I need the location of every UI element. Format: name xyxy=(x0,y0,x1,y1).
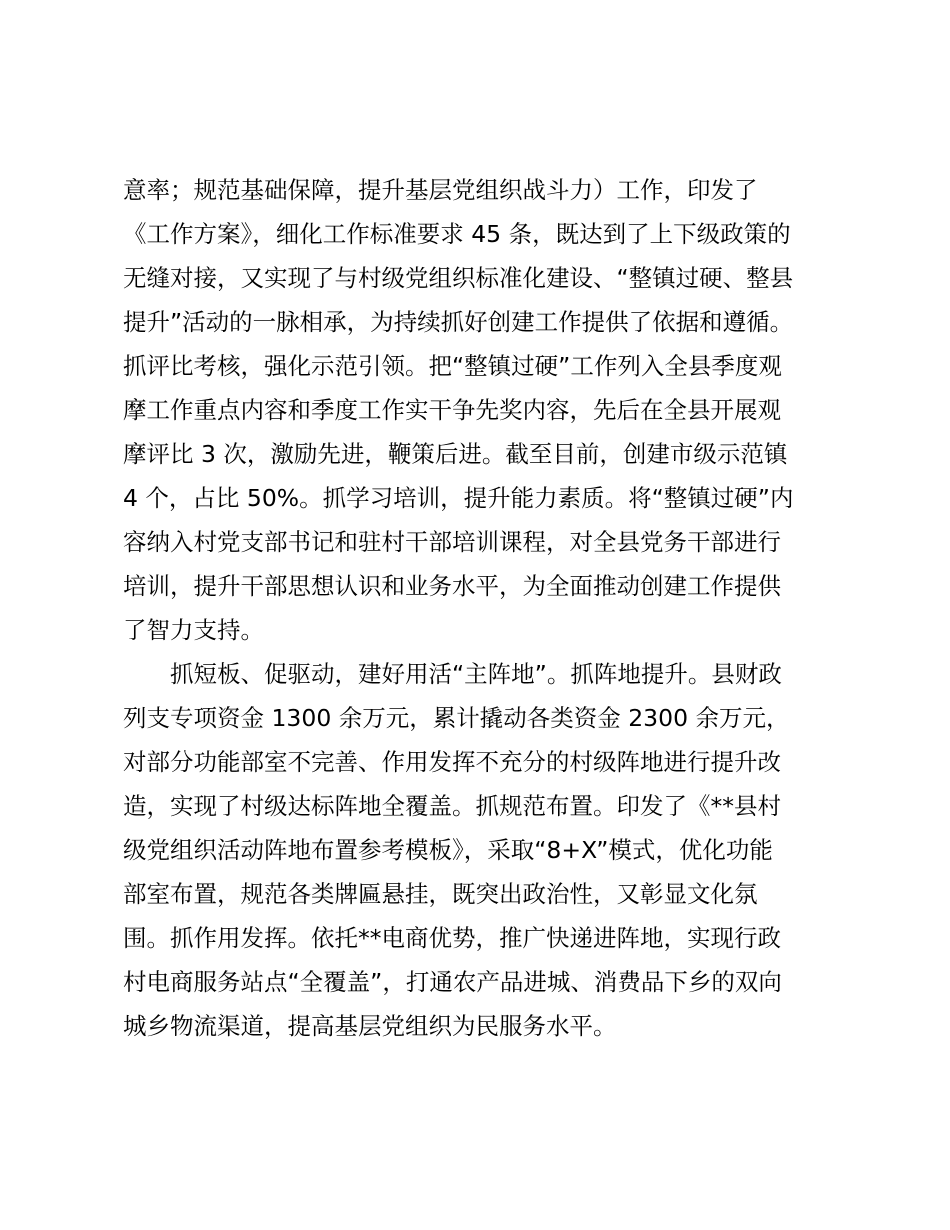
text-line: 无缝对接，又实现了与村级党组织标准化建设、“整镇过硬、整县 xyxy=(123,264,794,292)
text-line: 了智力支持。 xyxy=(123,616,264,644)
paragraph-first-line: 抓短板、促驱动，建好用活“主阵地”。抓阵地提升。县财政 xyxy=(170,660,782,688)
text-line: 造，实现了村级达标阵地全覆盖。抓规范布置。印发了《**县村 xyxy=(123,792,781,820)
text-line: 城乡物流渠道，提高基层党组织为民服务水平。 xyxy=(123,1012,617,1040)
text-line: 列支专项资金 1300 余万元，累计撬动各类资金 2300 余万元， xyxy=(123,704,790,732)
text-line: 抓评比考核，强化示范引领。把“整镇过硬”工作列入全县季度观 xyxy=(123,352,782,380)
text-line: 培训，提升干部思想认识和业务水平，为全面推动创建工作提供 xyxy=(123,572,781,600)
text-line: 4 个，占比 50%。抓学习培训，提升能力素质。将“整镇过硬”内 xyxy=(123,484,794,512)
text-line: 级党组织活动阵地布置参考模板》，采取“8+X”模式，优化功能 xyxy=(123,836,773,864)
text-line: 意率；规范基础保障，提升基层党组织战斗力）工作，印发了 xyxy=(123,176,758,204)
text-line: 部室布置，规范各类牌匾悬挂，既突出政治性，又彰显文化氛 xyxy=(123,880,758,908)
text-line: 摩评比 3 次，激励先进，鞭策后进。截至目前，创建市级示范镇 xyxy=(123,440,788,468)
text-line: 《工作方案》，细化工作标准要求 45 条，既达到了上下级政策的 xyxy=(123,220,791,248)
text-line: 围。抓作用发挥。依托**电商优势，推广快递进阵地，实现行政 xyxy=(123,924,781,952)
text-line: 容纳入村党支部书记和驻村干部培训课程，对全县党务干部进行 xyxy=(123,528,781,556)
text-line: 提升”活动的一脉相承，为持续抓好创建工作提供了依据和遵循。 xyxy=(123,308,794,336)
text-line: 摩工作重点内容和季度工作实干争先奖内容，先后在全县开展观 xyxy=(123,396,781,424)
text-line: 对部分功能部室不完善、作用发挥不充分的村级阵地进行提升改 xyxy=(123,748,781,776)
text-line: 村电商服务站点“全覆盖”，打通农产品进城、消费品下乡的双向 xyxy=(123,968,782,996)
